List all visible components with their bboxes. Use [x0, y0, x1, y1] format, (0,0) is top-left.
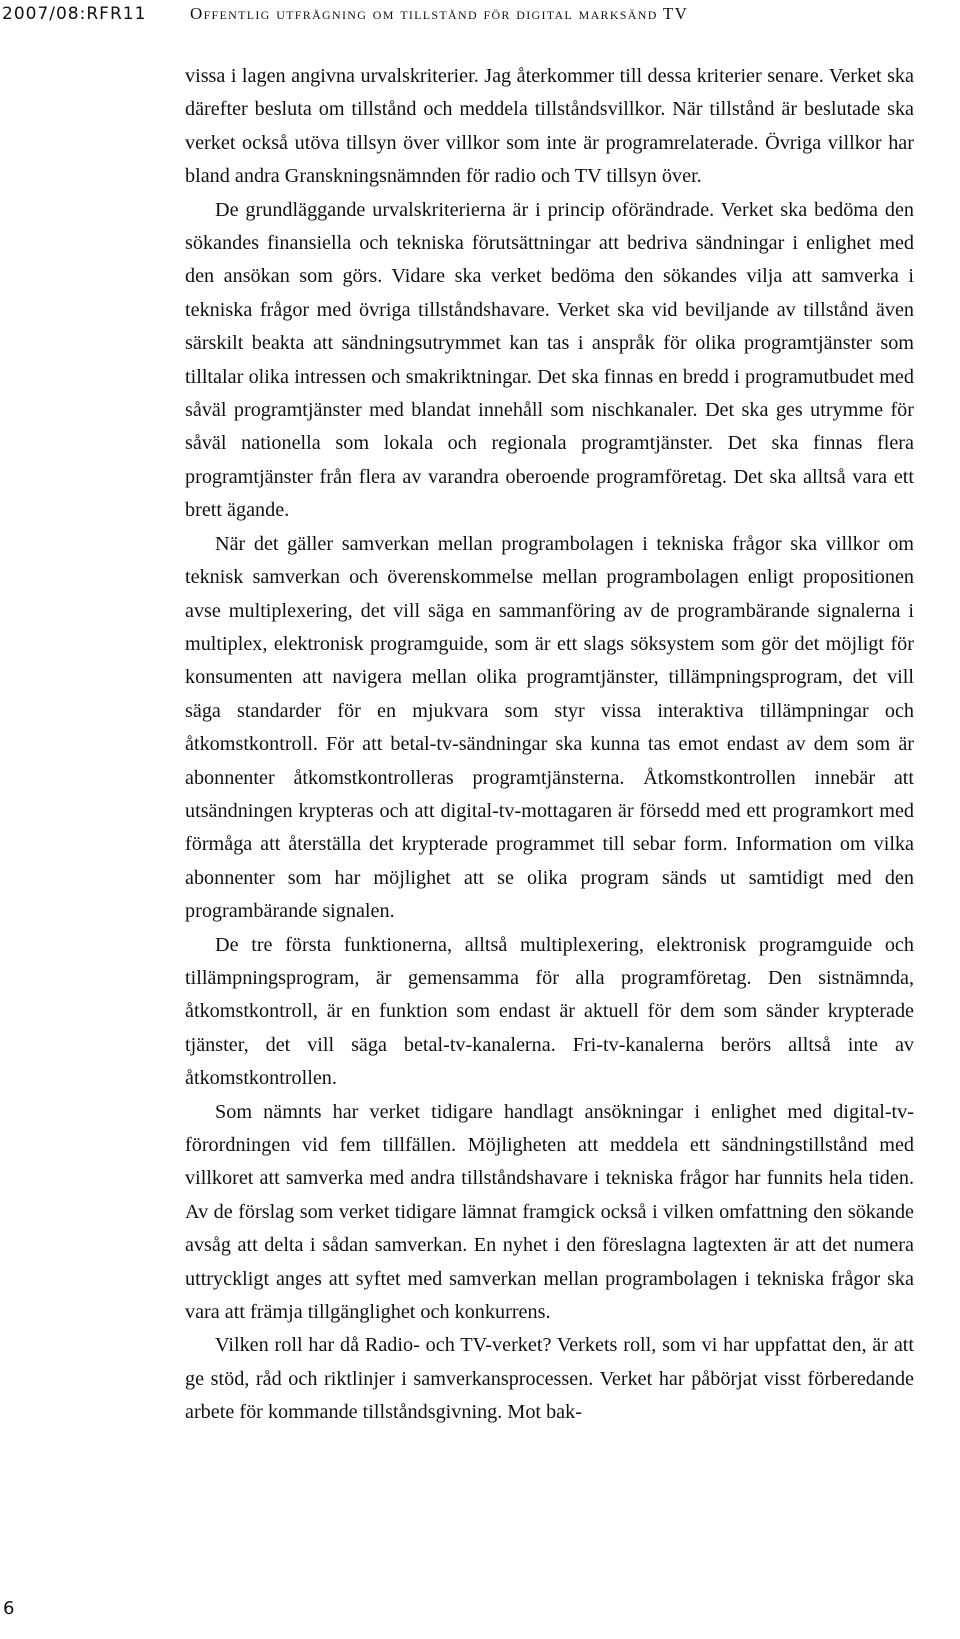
paragraph-1: vissa i lagen angivna urvalskriterier. Jag återkommer till dessa kriterier senare. Verket ska därefter besluta om tillstånd och meddela tillståndsvillkor. När tillstånd är beslutade ska verket också utöva tillsyn över villkor som inte är programrelaterade. Övriga villkor har bland andra Granskningsnämnden för radio och TV tillsyn över.	[185, 65, 914, 188]
page-number: 6	[3, 1598, 15, 1619]
body-text	[185, 60, 914, 1430]
document-code: 2007/08:RFR11	[2, 4, 147, 24]
paragraph-6: Vilken roll har då Radio- och TV-verket? Verkets roll, som vi har uppfattat den, är att ge stöd, råd och riktlinjer i samverkansprocessen. Verket har påbörjat visst förberedande arbete för kommande tillståndsgivning. Mot bak-	[185, 1334, 914, 1424]
paragraph-4: De tre första funktionerna, alltså multiplexering, elektronisk programguide och tillämpningsprogram, är gemensamma för alla programföretag. Den sistnämnda, åtkomstkontroll, är en funktion som endast är aktuell för dem som sänder krypterade tjänster, det vill säga betal-tv-kanalerna. Fri-tv-kanalerna berörs alltså inte av åtkomstkontrollen.	[185, 933, 914, 1090]
paragraph-5: Som nämnts har verket tidigare handlagt ansökningar i enlighet med digital-tv-förordningen vid fem tillfällen. Möjligheten att meddela ett sändningstillstånd med villkoret att samverka med andra tillståndshavare i tekniska frågor har funnits hela tiden. Av de förslag som verket tidigare lämnat framgick också i vilken omfattning den sökande avsåg att delta i sådan samverkan. En nyhet i den föreslagna lagtexten är att det numera uttryckligt anges att syftet med samverkan mellan programbolagen i tekniska frågor ska vara att främja tillgänglighet och konkurrens.	[185, 1100, 914, 1324]
paragraph-3: När det gäller samverkan mellan programbolagen i tekniska frågor ska villkor om teknisk samverkan och överenskommelse mellan programbolagen enligt propositionen avse multiplexering, det vill säga en sammanföring av de programbärande signalerna i multiplex, elektronisk programguide, som är ett slags söksystem som gör det möjligt för konsumenten att navigera mellan olika programtjänster, tillämpningsprogram, det vill säga standarder för en mjukvara som styr vissa interaktiva tillämpningar och åtkomstkontroll. För att betal-tv-sändningar ska kunna tas emot endast av dem som är abonnenter åtkomstkontrolleras programtjänsterna. Åtkomstkontrollen innebär att utsändningen krypteras och att digital-tv-mottagaren är försedd med ett programkort med förmåga att återställa det krypterade programmet till sebar form. Information om vilka abonnenter som har möjlighet att se olika program sänds ut samtidigt med den programbärande signalen.	[185, 532, 914, 923]
paragraph-2: De grundläggande urvalskriterierna är i princip oförändrade. Verket ska bedöma den sökandes finansiella och tekniska förutsättningar att bedriva sändningar i enlighet med den ansökan som görs. Vidare ska verket bedöma den sökandes vilja att samverka i tekniska frågor med övriga tillståndshavare. Verket ska vid beviljande av tillstånd även särskilt beakta att sändningsutrymmet kan tas i anspråk för olika programtjänster som tilltalar olika intressen och smakriktningar. Det ska finnas en bredd i programutbudet med såväl programtjänster med blandat innehåll som nischkanaler. Det ska ges utrymme för såväl nationella som lokala och regionala programtjänster. Det ska finnas flera programtjänster från flera av varandra oberoende programföretag. Det ska alltså vara ett brett ägande.	[185, 198, 914, 522]
running-header	[0, 0, 960, 28]
running-title: Offentlig utfrågning om tillstånd för digital marksänd TV	[190, 4, 689, 23]
